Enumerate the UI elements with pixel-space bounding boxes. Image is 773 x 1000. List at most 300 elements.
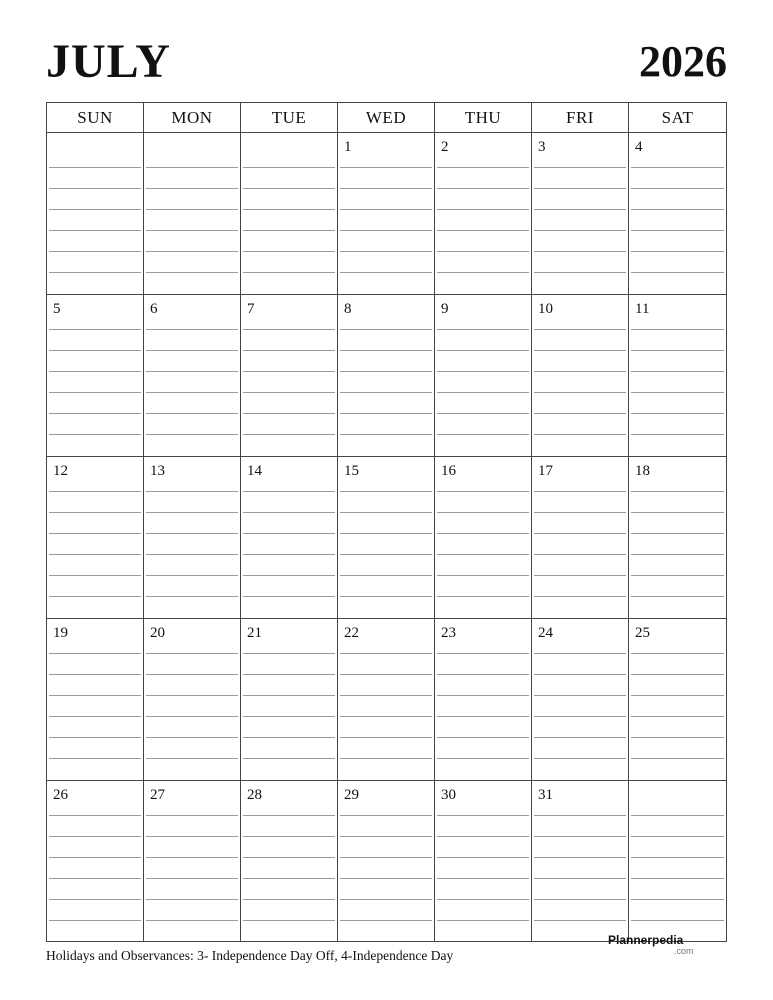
writing-line [243,230,335,231]
weekday-sat: SAT [661,108,694,127]
writing-line [146,836,238,837]
writing-line [243,920,335,921]
writing-line [437,413,529,414]
day-number: 3 [538,139,546,155]
brand-suffix: .com [674,946,694,956]
writing-line [243,371,335,372]
day-number: 1 [344,139,352,155]
writing-line [631,899,724,900]
writing-line [49,392,141,393]
writing-line [340,371,432,372]
writing-line [49,920,141,921]
writing-line [146,329,238,330]
writing-line [146,920,238,921]
week-row [47,295,726,457]
writing-line [437,653,529,654]
writing-line [437,491,529,492]
writing-lines [340,815,432,942]
writing-line [631,815,724,816]
writing-line [437,815,529,816]
writing-line [146,758,238,759]
day-cell[interactable] [629,619,726,780]
writing-line [534,251,626,252]
writing-line [340,272,432,273]
writing-line [534,596,626,597]
writing-line [49,716,141,717]
day-number: 31 [538,787,553,803]
writing-line [49,575,141,576]
writing-line [243,554,335,555]
day-cell[interactable] [144,781,241,942]
day-cell[interactable] [144,133,241,294]
writing-line [340,836,432,837]
writing-line [437,575,529,576]
day-cell[interactable] [338,457,435,618]
writing-line [243,434,335,435]
writing-line [534,899,626,900]
day-cell[interactable] [338,781,435,942]
writing-line [631,209,724,210]
writing-line [534,434,626,435]
writing-line [534,716,626,717]
writing-line [340,329,432,330]
writing-line [437,716,529,717]
writing-line [340,230,432,231]
writing-line [437,674,529,675]
writing-line [631,836,724,837]
day-cell[interactable] [435,781,532,942]
writing-line [243,575,335,576]
writing-line [534,815,626,816]
weekday-sun: SUN [47,103,144,132]
writing-lines [49,167,141,294]
day-cell[interactable] [435,619,532,780]
brand-logo [592,931,727,961]
writing-line [146,899,238,900]
day-cell[interactable] [47,133,144,294]
writing-line [534,413,626,414]
writing-line [146,716,238,717]
writing-line [437,434,529,435]
day-number: 11 [635,301,650,317]
writing-line [49,596,141,597]
writing-line [49,857,141,858]
writing-line [49,167,141,168]
writing-line [243,716,335,717]
writing-line [534,230,626,231]
writing-line [49,878,141,879]
writing-line [631,737,724,738]
writing-line [534,878,626,879]
writing-line [631,251,724,252]
writing-line [243,596,335,597]
writing-line [340,251,432,252]
writing-line [534,857,626,858]
writing-line [437,758,529,759]
weekday-mon: MON [144,103,241,132]
writing-line [340,167,432,168]
writing-line [146,533,238,534]
writing-line [631,695,724,696]
writing-lines [243,167,335,294]
day-number: 2 [441,139,449,155]
writing-line [437,836,529,837]
writing-line [534,371,626,372]
day-cell[interactable] [532,619,629,780]
writing-line [243,512,335,513]
writing-line [243,413,335,414]
writing-lines [534,329,626,456]
writing-line [49,815,141,816]
day-cell[interactable] [144,295,241,456]
writing-line [49,653,141,654]
day-number: 9 [441,301,449,317]
writing-line [437,167,529,168]
writing-line [49,209,141,210]
writing-line [243,329,335,330]
writing-line [243,653,335,654]
writing-lines [631,167,724,294]
day-number: 7 [247,301,255,317]
writing-line [631,857,724,858]
writing-line [534,653,626,654]
writing-line [437,272,529,273]
writing-line [146,371,238,372]
writing-line [631,716,724,717]
writing-line [243,491,335,492]
writing-line [437,188,529,189]
writing-line [437,251,529,252]
writing-line [243,188,335,189]
writing-line [49,230,141,231]
writing-line [49,350,141,351]
day-cell[interactable] [629,457,726,618]
day-number: 16 [441,463,456,479]
writing-lines [437,491,529,618]
writing-line [146,575,238,576]
writing-line [437,329,529,330]
year-title: 2026 [639,37,727,86]
writing-line [243,758,335,759]
writing-line [534,209,626,210]
writing-line [340,857,432,858]
writing-line [49,491,141,492]
writing-line [437,596,529,597]
writing-line [340,716,432,717]
day-number: 19 [53,625,68,641]
writing-lines [146,653,238,780]
writing-line [631,167,724,168]
day-number: 23 [441,625,456,641]
weekday-thu: THU [435,103,532,132]
writing-line [49,554,141,555]
writing-lines [146,491,238,618]
writing-line [534,329,626,330]
writing-line [340,596,432,597]
day-cell[interactable] [241,457,338,618]
day-cell[interactable] [435,457,532,618]
writing-line [534,350,626,351]
day-cell[interactable] [47,619,144,780]
day-number: 15 [344,463,359,479]
weekday-wed: WED [338,103,435,132]
writing-line [49,533,141,534]
writing-line [437,878,529,879]
writing-line [146,188,238,189]
writing-line [340,758,432,759]
writing-line [437,920,529,921]
writing-line [340,737,432,738]
weekday-fri: FRI [532,103,629,132]
writing-line [146,209,238,210]
day-number: 12 [53,463,68,479]
day-number: 13 [150,463,165,479]
day-number: 14 [247,463,262,479]
day-cell[interactable] [241,619,338,780]
writing-line [340,413,432,414]
writing-line [243,209,335,210]
writing-lines [631,815,724,942]
writing-line [340,188,432,189]
writing-line [340,878,432,879]
week-row [47,619,726,781]
day-number: 30 [441,787,456,803]
writing-lines [49,815,141,942]
writing-lines [340,167,432,294]
calendar-grid [46,102,727,942]
writing-line [49,251,141,252]
day-cell[interactable] [532,133,629,294]
writing-line [146,695,238,696]
day-number: 28 [247,787,262,803]
holidays-note: Holidays and Observances: 3- Independence Day Off, 4-Independence Day [46,948,454,963]
writing-line [243,167,335,168]
writing-line [631,230,724,231]
day-cell[interactable] [338,133,435,294]
writing-lines [146,167,238,294]
writing-line [631,674,724,675]
writing-line [243,392,335,393]
writing-line [631,533,724,534]
writing-line [49,737,141,738]
writing-line [146,857,238,858]
writing-line [146,230,238,231]
writing-line [49,188,141,189]
writing-lines [534,167,626,294]
writing-line [631,392,724,393]
writing-line [49,674,141,675]
writing-line [437,230,529,231]
writing-lines [340,491,432,618]
day-cell[interactable] [338,619,435,780]
writing-line [340,674,432,675]
day-cell[interactable] [144,457,241,618]
writing-line [437,533,529,534]
writing-line [243,878,335,879]
weekday-tue: TUE [241,103,338,132]
writing-line [534,554,626,555]
writing-line [243,674,335,675]
day-cell[interactable] [47,295,144,456]
brand-rule-right [703,941,727,942]
day-cell[interactable] [144,619,241,780]
day-cell[interactable] [435,133,532,294]
day-cell[interactable] [47,457,144,618]
writing-line [340,575,432,576]
writing-line [49,371,141,372]
day-cell[interactable] [435,295,532,456]
writing-line [243,350,335,351]
day-number: 5 [53,301,61,317]
writing-line [340,434,432,435]
writing-line [437,857,529,858]
writing-line [534,272,626,273]
writing-line [631,575,724,576]
day-number: 4 [635,139,643,155]
writing-line [340,653,432,654]
day-cell[interactable] [338,295,435,456]
week-row [47,781,726,942]
writing-line [534,758,626,759]
day-cell[interactable] [241,295,338,456]
writing-line [437,737,529,738]
writing-line [631,329,724,330]
writing-line [49,272,141,273]
day-number: 17 [538,463,553,479]
writing-lines [243,329,335,456]
day-cell[interactable] [241,133,338,294]
day-number: 6 [150,301,158,317]
day-cell[interactable] [532,781,629,942]
writing-line [146,554,238,555]
writing-line [437,695,529,696]
day-cell[interactable] [629,295,726,456]
writing-line [146,251,238,252]
writing-lines [437,167,529,294]
writing-line [437,554,529,555]
writing-line [49,329,141,330]
writing-lines [49,329,141,456]
writing-lines [340,653,432,780]
writing-lines [340,329,432,456]
writing-line [631,512,724,513]
day-cell[interactable] [629,781,726,942]
writing-line [534,836,626,837]
writing-line [243,272,335,273]
writing-line [243,695,335,696]
writing-line [146,350,238,351]
writing-lines [146,815,238,942]
writing-line [49,413,141,414]
writing-line [437,512,529,513]
writing-lines [49,653,141,780]
weeks-container [47,133,726,942]
day-cell[interactable] [47,781,144,942]
writing-line [437,371,529,372]
writing-line [146,815,238,816]
writing-line [631,371,724,372]
day-number: 22 [344,625,359,641]
writing-line [340,899,432,900]
writing-line [534,533,626,534]
writing-lines [243,815,335,942]
writing-line [146,272,238,273]
writing-line [631,758,724,759]
writing-line [146,653,238,654]
writing-lines [437,815,529,942]
day-cell[interactable] [532,295,629,456]
writing-line [340,695,432,696]
day-cell[interactable] [629,133,726,294]
writing-lines [243,653,335,780]
writing-line [631,491,724,492]
day-number: 8 [344,301,352,317]
day-number: 10 [538,301,553,317]
writing-lines [631,329,724,456]
writing-line [534,188,626,189]
writing-line [534,737,626,738]
writing-line [49,695,141,696]
writing-line [243,533,335,534]
writing-line [437,392,529,393]
writing-line [146,167,238,168]
day-cell[interactable] [532,457,629,618]
writing-line [534,920,626,921]
writing-line [631,350,724,351]
writing-line [631,272,724,273]
writing-line [340,920,432,921]
day-number: 21 [247,625,262,641]
day-cell[interactable] [241,781,338,942]
writing-line [631,188,724,189]
writing-line [146,878,238,879]
writing-line [49,512,141,513]
writing-line [534,575,626,576]
writing-line [631,653,724,654]
writing-lines [437,329,529,456]
writing-lines [146,329,238,456]
writing-line [534,674,626,675]
writing-line [340,554,432,555]
writing-lines [243,491,335,618]
writing-line [340,512,432,513]
writing-lines [437,653,529,780]
writing-line [534,392,626,393]
writing-line [631,413,724,414]
writing-line [146,413,238,414]
writing-line [146,491,238,492]
writing-line [243,836,335,837]
writing-line [243,815,335,816]
writing-line [49,758,141,759]
writing-line [49,836,141,837]
writing-line [340,491,432,492]
writing-line [631,920,724,921]
writing-line [631,554,724,555]
writing-line [243,251,335,252]
writing-lines [534,653,626,780]
writing-line [437,899,529,900]
writing-line [534,512,626,513]
week-row [47,133,726,295]
month-title: JULY [46,35,171,88]
writing-line [146,512,238,513]
writing-lines [534,491,626,618]
brand-rule-left [592,941,604,942]
weekday-header-row [47,103,726,133]
writing-line [340,533,432,534]
writing-line [340,209,432,210]
